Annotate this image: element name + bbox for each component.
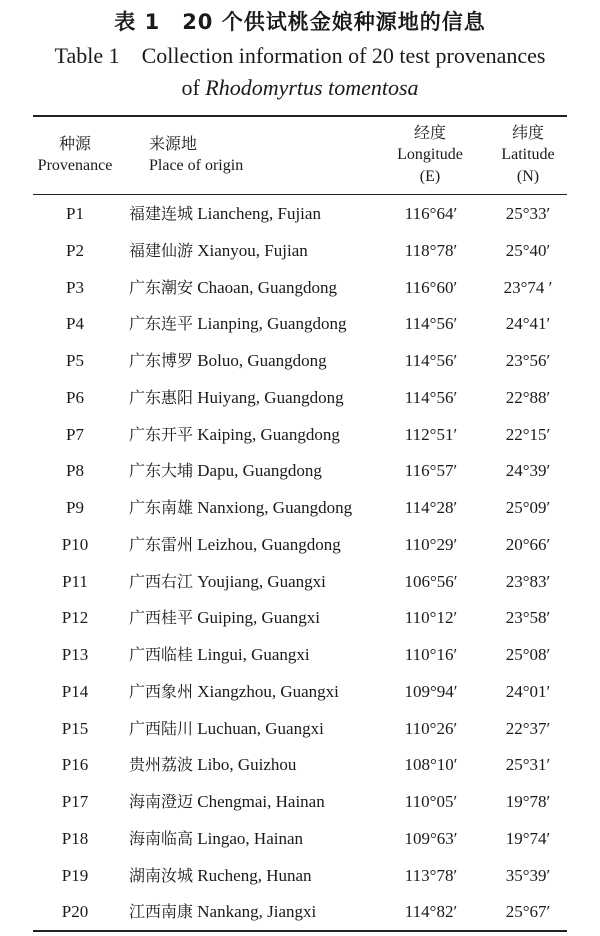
cell-place-en: Boluo, Guangdong — [197, 351, 327, 370]
cell-provenance: P10 — [61, 534, 89, 554]
header-place — [149, 133, 243, 177]
cell-place — [129, 791, 325, 813]
cell-place-en: Leizhou, Guangdong — [197, 534, 341, 554]
cell-place — [129, 497, 352, 519]
cell-place-en: Xianyou, Fujian — [197, 240, 308, 260]
header-provenance-en: Provenance — [37, 157, 113, 174]
table-row — [0, 563, 600, 600]
cell-place — [129, 424, 340, 446]
cell-provenance: P11 — [62, 571, 88, 591]
cell-place-cn: 福建仙游 — [129, 240, 194, 260]
cell-place-en: Dapu, Guangdong — [197, 461, 322, 481]
cell-place-cn: 广东大埔 — [129, 461, 194, 481]
cell-latitude: 22°37′ — [505, 718, 551, 738]
table-body — [0, 195, 600, 930]
cell-place-cn: 广东南雄 — [129, 498, 194, 517]
cell-longitude: 116°60′ — [404, 277, 458, 297]
table-row — [0, 820, 600, 857]
cell-place-cn: 广东连平 — [129, 314, 194, 334]
table-row — [0, 232, 600, 269]
cell-longitude: 114°56′ — [404, 387, 458, 407]
cell-latitude: 19°74′ — [505, 828, 551, 848]
header-provenance-cn: 种源 — [58, 134, 91, 153]
cell-place-cn: 广东潮安 — [129, 277, 194, 297]
cell-latitude: 23°56′ — [505, 351, 551, 370]
cell-latitude: 20°66′ — [505, 534, 551, 554]
cell-longitude: 116°64′ — [404, 204, 458, 223]
cell-place — [129, 718, 324, 740]
cell-longitude: 114°28′ — [404, 498, 458, 517]
cell-longitude: 114°56′ — [404, 314, 458, 334]
table-row — [0, 599, 600, 636]
cell-place — [129, 460, 322, 482]
table-title-cn: 表 1 20 个供试桃金娘种源地的信息 — [114, 10, 486, 34]
table-row — [0, 379, 600, 416]
cell-latitude: 35°39′ — [505, 865, 551, 885]
header-latitude-en: Latitude — [501, 146, 555, 163]
cell-longitude: 110°26′ — [404, 718, 458, 738]
cell-provenance: P13 — [61, 645, 89, 664]
table-row — [0, 857, 600, 894]
cell-place-cn: 广西陆川 — [129, 718, 194, 738]
cell-longitude: 118°78′ — [404, 240, 458, 260]
table-row — [0, 636, 600, 673]
cell-place-en: Huiyang, Guangdong — [197, 387, 344, 407]
header-latitude-unit: (N) — [516, 168, 540, 185]
table-row — [0, 489, 600, 526]
header-longitude-en: Longitude — [397, 146, 463, 163]
cell-latitude: 25°33′ — [505, 204, 551, 223]
header-place-en: Place of origin — [149, 157, 244, 174]
cell-latitude: 24°41′ — [505, 314, 551, 334]
cell-place-cn: 广西临桂 — [129, 645, 194, 664]
cell-place-en: Lingao, Hainan — [197, 828, 304, 848]
cell-provenance: P7 — [66, 424, 84, 444]
cell-place-en: Luchuan, Guangxi — [197, 718, 324, 738]
cell-longitude: 110°16′ — [404, 645, 458, 664]
table-row — [0, 673, 600, 710]
cell-provenance: P14 — [61, 681, 89, 701]
table-top-rule — [33, 115, 567, 117]
table-row — [0, 269, 600, 306]
cell-longitude: 112°51′ — [404, 424, 458, 444]
cell-place-cn: 广西桂平 — [129, 608, 194, 628]
cell-provenance: P1 — [66, 204, 84, 223]
cell-latitude: 23°74 ′ — [503, 277, 553, 297]
cell-latitude: 23°58′ — [505, 608, 551, 628]
table-row — [0, 710, 600, 747]
cell-place — [129, 681, 339, 703]
cell-latitude: 25°09′ — [505, 498, 551, 517]
table-row — [0, 342, 600, 379]
header-longitude — [386, 122, 474, 188]
cell-latitude: 25°67′ — [505, 902, 551, 922]
table-title-en-line2 — [0, 74, 600, 102]
cell-place-en: Lingui, Guangxi — [197, 645, 310, 664]
table-row — [0, 195, 600, 232]
cell-provenance: P4 — [66, 314, 84, 334]
cell-place-en: Rucheng, Hunan — [197, 865, 312, 885]
table-row — [0, 783, 600, 820]
cell-place-en: Guiping, Guangxi — [197, 608, 321, 628]
cell-provenance: P12 — [61, 608, 89, 628]
cell-place-en: Libo, Guizhou — [197, 755, 297, 775]
cell-place — [129, 203, 321, 225]
cell-provenance: P19 — [61, 865, 89, 885]
cell-place — [129, 754, 296, 776]
title-prefix: of — [181, 75, 206, 100]
cell-longitude: 110°29′ — [404, 534, 458, 554]
cell-place — [129, 277, 337, 299]
header-latitude-cn: 纬度 — [511, 123, 544, 142]
cell-longitude: 110°12′ — [404, 608, 458, 628]
cell-provenance: P16 — [61, 755, 89, 775]
header-latitude — [488, 122, 568, 188]
table-bottom-rule — [33, 930, 567, 932]
cell-place-cn: 海南澄迈 — [129, 792, 194, 811]
cell-longitude: 109°94′ — [404, 681, 458, 701]
cell-place-en: Chaoan, Guangdong — [197, 277, 338, 297]
cell-place-en: Lianping, Guangdong — [197, 314, 347, 334]
cell-place-cn: 贵州荔波 — [129, 755, 194, 775]
cell-place — [129, 644, 310, 666]
cell-longitude: 110°05′ — [404, 792, 458, 811]
species-name: Rhodomyrtus tomentosa — [205, 75, 419, 100]
cell-longitude: 114°82′ — [404, 902, 458, 922]
cell-place — [129, 240, 308, 262]
cell-longitude: 109°63′ — [404, 828, 458, 848]
header-provenance — [33, 133, 117, 177]
cell-place — [129, 607, 320, 629]
cell-place — [129, 828, 303, 850]
cell-place-cn: 广东惠阳 — [129, 387, 194, 407]
cell-latitude: 23°83′ — [505, 571, 551, 591]
cell-latitude: 22°15′ — [505, 424, 551, 444]
cell-place-cn: 广东博罗 — [129, 351, 194, 370]
cell-provenance: P6 — [66, 387, 84, 407]
cell-provenance: P3 — [66, 277, 84, 297]
cell-provenance: P15 — [61, 718, 89, 738]
cell-latitude: 24°39′ — [505, 461, 551, 481]
table-row — [0, 893, 600, 930]
cell-provenance: P8 — [66, 461, 84, 481]
cell-place-cn: 福建连城 — [129, 204, 194, 223]
cell-place — [129, 350, 327, 372]
cell-latitude: 25°40′ — [505, 240, 551, 260]
cell-place-cn: 广西右江 — [129, 571, 194, 591]
cell-place-en: Liancheng, Fujian — [197, 204, 321, 223]
cell-place-en: Nankang, Jiangxi — [197, 902, 317, 922]
cell-place — [129, 313, 346, 335]
table-row — [0, 746, 600, 783]
cell-place — [129, 571, 326, 593]
cell-place — [129, 901, 316, 923]
cell-place-cn: 江西南康 — [129, 902, 194, 922]
cell-longitude: 116°57′ — [404, 461, 458, 481]
cell-place — [129, 534, 341, 556]
cell-place — [129, 865, 312, 887]
cell-longitude: 106°56′ — [404, 571, 458, 591]
header-place-cn: 来源地 — [149, 134, 198, 153]
cell-place-en: Youjiang, Guangxi — [197, 571, 326, 591]
cell-longitude: 114°56′ — [404, 351, 458, 370]
table-row — [0, 452, 600, 489]
cell-provenance: P5 — [66, 351, 84, 370]
cell-place — [129, 387, 344, 409]
table-row — [0, 305, 600, 342]
header-longitude-cn: 经度 — [413, 123, 446, 142]
cell-place-cn: 湖南汝城 — [129, 865, 194, 885]
cell-latitude: 24°01′ — [505, 681, 551, 701]
header-longitude-unit: (E) — [419, 168, 441, 185]
cell-place-en: Chengmai, Hainan — [197, 792, 325, 811]
cell-provenance: P20 — [61, 902, 89, 922]
cell-latitude: 25°08′ — [505, 645, 551, 664]
cell-provenance: P18 — [61, 828, 89, 848]
cell-latitude: 25°31′ — [505, 755, 551, 775]
table-row — [0, 416, 600, 453]
cell-provenance: P17 — [61, 792, 89, 811]
cell-place-en: Nanxiong, Guangdong — [197, 498, 353, 517]
cell-place-cn: 广西象州 — [129, 681, 194, 701]
table-title-en: Table 1 Collection information of 20 test provenances — [54, 43, 546, 68]
cell-place-en: Kaiping, Guangdong — [197, 424, 340, 444]
table-row — [0, 526, 600, 563]
cell-latitude: 19°78′ — [505, 792, 551, 811]
cell-longitude: 108°10′ — [404, 755, 458, 775]
cell-place-en: Xiangzhou, Guangxi — [197, 681, 339, 701]
cell-longitude: 113°78′ — [404, 865, 458, 885]
cell-place-cn: 海南临高 — [129, 828, 194, 848]
cell-provenance: P9 — [66, 498, 84, 517]
cell-provenance: P2 — [66, 240, 84, 260]
cell-latitude: 22°88′ — [505, 387, 551, 407]
cell-place-cn: 广东开平 — [129, 424, 194, 444]
cell-place-cn: 广东雷州 — [129, 534, 194, 554]
